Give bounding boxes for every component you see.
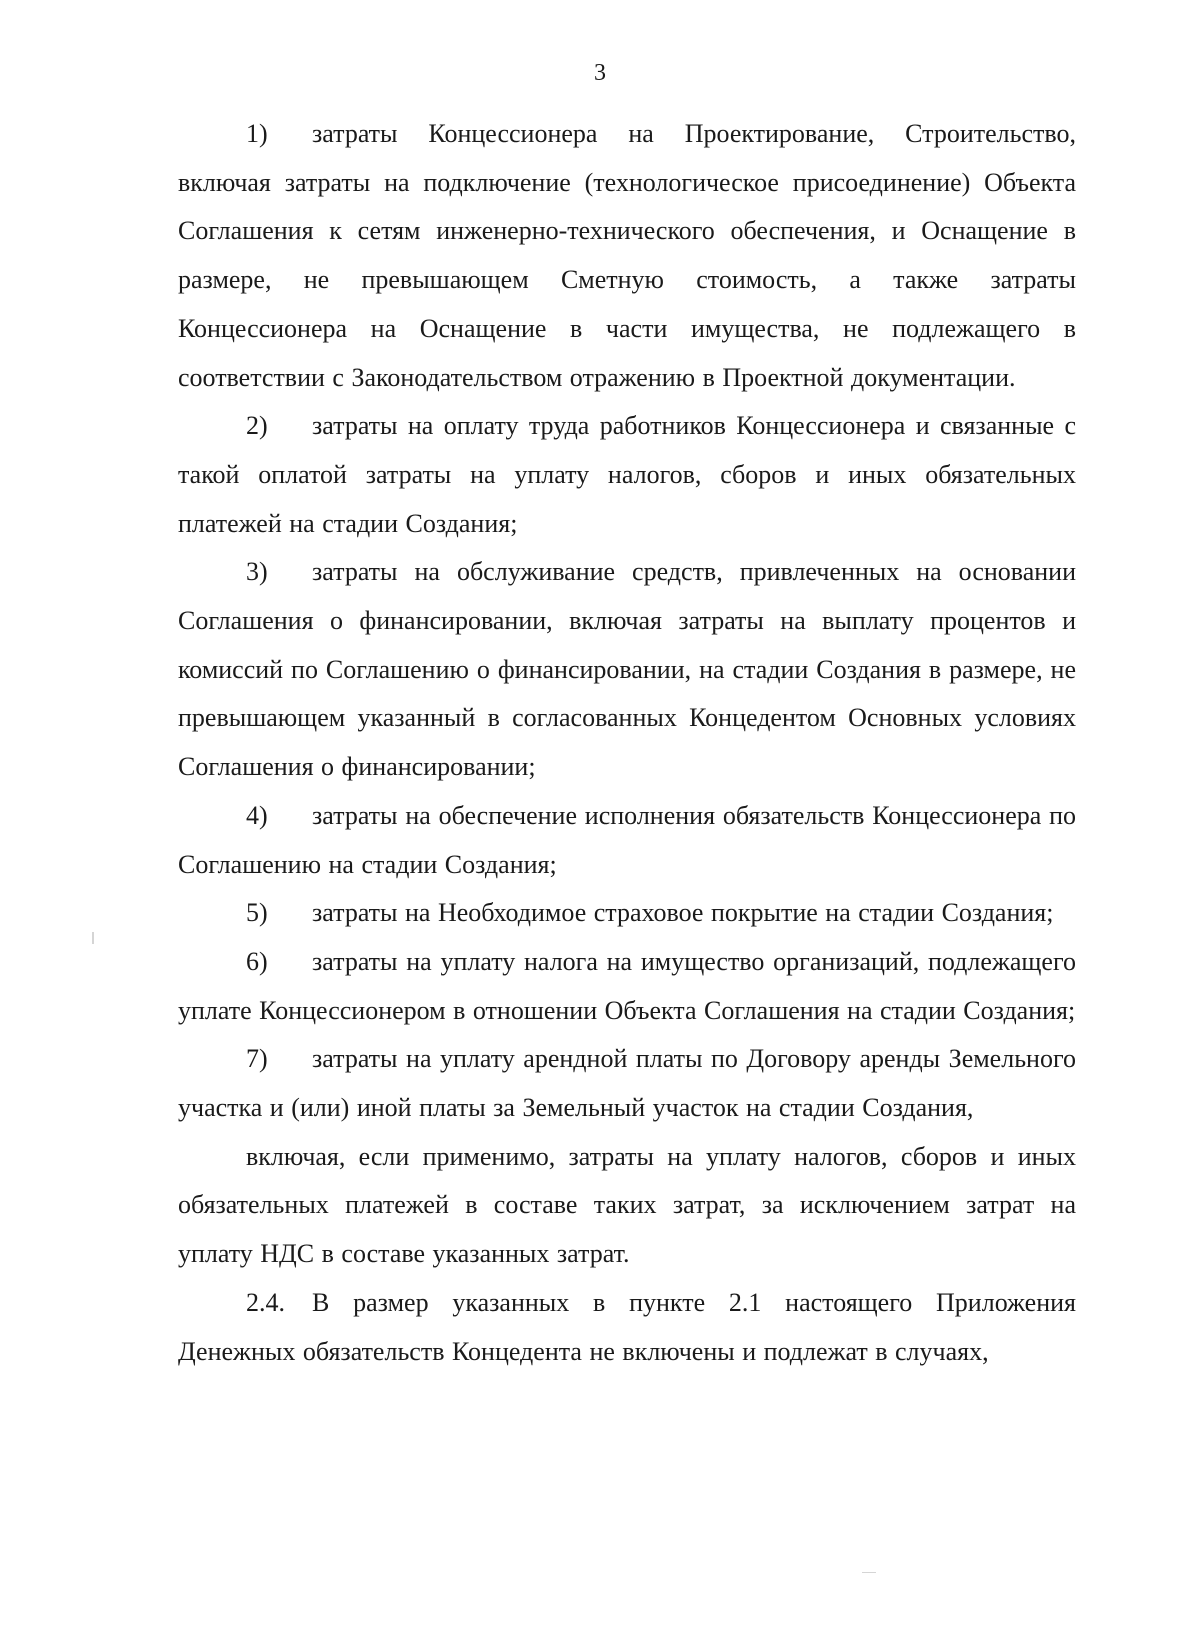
list-item-text: затраты на уплату налога на имущество организаций, подлежащего уплате Концессионером в отношении Объекта Соглашения на стадии Создания; xyxy=(178,946,1076,1025)
clause-paragraph xyxy=(178,1279,1076,1376)
list-item-number: 5) xyxy=(246,898,268,928)
list-item xyxy=(178,938,1076,1035)
scan-artifact xyxy=(92,932,94,944)
clause-number: 2.4. xyxy=(246,1287,285,1317)
clause-text: В размер указанных в пункте 2.1 настоящего Приложения Денежных обязательств Концедента не включены и подлежат в случаях, xyxy=(178,1287,1076,1366)
list-item xyxy=(178,1035,1076,1132)
continuation-paragraph: включая, если применимо, затраты на уплату налогов, сборов и иных обязательных платежей в составе таких затрат, за исключением затрат на уплату НДС в составе указанных затрат. xyxy=(178,1141,1076,1269)
list-item-number: 2) xyxy=(246,411,268,441)
list-item-number: 1) xyxy=(246,119,268,148)
list-item xyxy=(178,548,1076,792)
scan-artifact xyxy=(862,1572,876,1573)
page-number: 3 xyxy=(594,60,606,86)
list-item-text: затраты Концессионера на Проектирование, Строительство, включая затраты на подключение (технологическое присоединение) Объекта Соглашения к сетям инженерно-технического обеспечения, и Оснащение в размере, не превышающем Сметную стоимость, а также затраты Концессионера на Оснащение в части имущества, не подлежащего в соответствии с Законодательством отражению в Проектной документации. xyxy=(178,119,1076,392)
list-item-number: 7) xyxy=(246,1044,268,1074)
list-item-text: затраты на Необходимое страховое покрытие на стадии Создания; xyxy=(312,898,1054,928)
list-item-number: 4) xyxy=(246,800,268,830)
list-item-text: затраты на обслуживание средств, привлеченных на основании Соглашения о финансировании, включая затраты на выплату процентов и комиссий по Соглашению о финансировании, на стадии Создания в размере, не превышающем указанный в согласованных Концедентом Основных условиях Соглашения о финансировании; xyxy=(178,557,1076,782)
list-item-text: затраты на обеспечение исполнения обязательств Концессионера по Соглашению на стадии Создания; xyxy=(178,800,1076,879)
list-item xyxy=(178,889,1076,938)
document-body xyxy=(178,110,1076,1376)
list-item xyxy=(178,792,1076,889)
list-item-text: затраты на оплату труда работников Концессионера и связанные с такой оплатой затраты на уплату налогов, сборов и иных обязательных платежей на стадии Создания; xyxy=(178,411,1076,538)
list-item xyxy=(178,110,1076,402)
list-item xyxy=(178,402,1076,548)
list-item-number: 6) xyxy=(246,946,268,976)
list-item-number: 3) xyxy=(246,557,268,587)
list-item-text: затраты на уплату арендной платы по Договору аренды Земельного участка и (или) иной платы за Земельный участок на стадии Создания, xyxy=(178,1044,1076,1123)
